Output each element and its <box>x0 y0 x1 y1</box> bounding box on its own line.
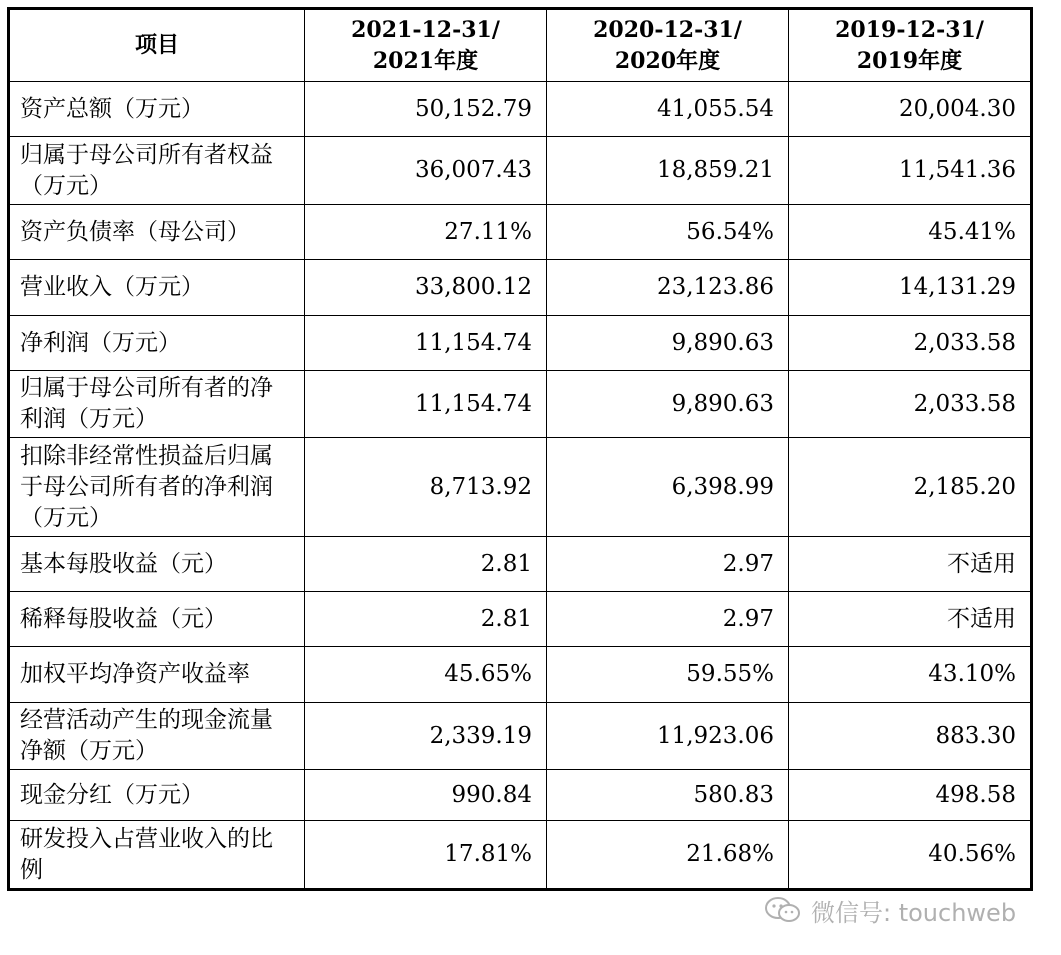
row-label: 资产总额（万元） <box>9 82 305 137</box>
cell-2021: 36,007.43 <box>305 137 547 205</box>
cell-2020: 18,859.21 <box>547 137 789 205</box>
header-item-label: 项目 <box>134 32 179 58</box>
table-row <box>9 371 1032 438</box>
table-row <box>9 647 1032 703</box>
row-label: 归属于母公司所有者的净利润（万元） <box>9 371 305 438</box>
cell-2020: 21.68% <box>547 821 789 890</box>
header-2021-date: 2021-12-31/ <box>351 16 500 43</box>
cell-2021: 2.81 <box>305 537 547 592</box>
header-2020-date: 2020-12-31/ <box>593 16 742 43</box>
cell-2020: 23,123.86 <box>547 260 789 316</box>
header-2021-year: 2021年度 <box>372 47 479 74</box>
cell-2021: 45.65% <box>305 647 547 703</box>
cell-2019: 不适用 <box>789 537 1032 592</box>
cell-2019: 14,131.29 <box>789 260 1032 316</box>
table-row <box>9 592 1032 647</box>
row-label: 经营活动产生的现金流量净额（万元） <box>9 703 305 770</box>
cell-2019: 883.30 <box>789 703 1032 770</box>
row-label: 基本每股收益（元） <box>9 537 305 592</box>
cell-2019: 43.10% <box>789 647 1032 703</box>
cell-2021: 2,339.19 <box>305 703 547 770</box>
table-row <box>9 316 1032 371</box>
header-2021 <box>305 9 547 82</box>
watermark-text: 微信号: touchweb <box>811 898 1017 927</box>
cell-2019: 498.58 <box>789 770 1032 821</box>
cell-2020: 6,398.99 <box>547 438 789 537</box>
cell-2021: 17.81% <box>305 821 547 890</box>
cell-2020: 11,923.06 <box>547 703 789 770</box>
cell-2021: 8,713.92 <box>305 438 547 537</box>
cell-2020: 2.97 <box>547 537 789 592</box>
watermark <box>763 892 1016 928</box>
table-row <box>9 205 1032 260</box>
cell-2020: 580.83 <box>547 770 789 821</box>
row-label: 稀释每股收益（元） <box>9 592 305 647</box>
row-label: 现金分红（万元） <box>9 770 305 821</box>
cell-2019: 2,033.58 <box>789 371 1032 438</box>
table-row <box>9 137 1032 205</box>
row-label: 扣除非经常性损益后归属于母公司所有者的净利润（万元） <box>9 438 305 537</box>
row-label: 归属于母公司所有者权益（万元） <box>9 137 305 205</box>
cell-2021: 50,152.79 <box>305 82 547 137</box>
cell-2019: 2,033.58 <box>789 316 1032 371</box>
header-item <box>9 9 305 82</box>
row-label: 研发投入占营业收入的比例 <box>9 821 305 890</box>
row-label: 资产负债率（母公司） <box>9 205 305 260</box>
cell-2019: 不适用 <box>789 592 1032 647</box>
financial-summary-table <box>7 7 1033 891</box>
row-label: 加权平均净资产收益率 <box>9 647 305 703</box>
table-row <box>9 770 1032 821</box>
cell-2019: 20,004.30 <box>789 82 1032 137</box>
wechat-icon <box>763 895 803 925</box>
table-row <box>9 537 1032 592</box>
header-2020 <box>547 9 789 82</box>
cell-2020: 41,055.54 <box>547 82 789 137</box>
row-label: 净利润（万元） <box>9 316 305 371</box>
table-row <box>9 438 1032 537</box>
cell-2019: 11,541.36 <box>789 137 1032 205</box>
cell-2021: 33,800.12 <box>305 260 547 316</box>
cell-2020: 59.55% <box>547 647 789 703</box>
cell-2021: 2.81 <box>305 592 547 647</box>
header-2019-year: 2019年度 <box>856 47 963 74</box>
table-row <box>9 82 1032 137</box>
row-label: 营业收入（万元） <box>9 260 305 316</box>
cell-2019: 45.41% <box>789 205 1032 260</box>
cell-2021: 11,154.74 <box>305 316 547 371</box>
cell-2020: 56.54% <box>547 205 789 260</box>
header-2019-date: 2019-12-31/ <box>835 16 984 43</box>
header-2019 <box>789 9 1032 82</box>
header-2020-year: 2020年度 <box>614 47 721 74</box>
cell-2020: 9,890.63 <box>547 371 789 438</box>
table-row <box>9 703 1032 770</box>
cell-2020: 2.97 <box>547 592 789 647</box>
cell-2021: 990.84 <box>305 770 547 821</box>
header-row <box>9 9 1032 82</box>
cell-2021: 27.11% <box>305 205 547 260</box>
cell-2020: 9,890.63 <box>547 316 789 371</box>
table-row <box>9 821 1032 890</box>
cell-2019: 2,185.20 <box>789 438 1032 537</box>
table-row <box>9 260 1032 316</box>
cell-2021: 11,154.74 <box>305 371 547 438</box>
cell-2019: 40.56% <box>789 821 1032 890</box>
